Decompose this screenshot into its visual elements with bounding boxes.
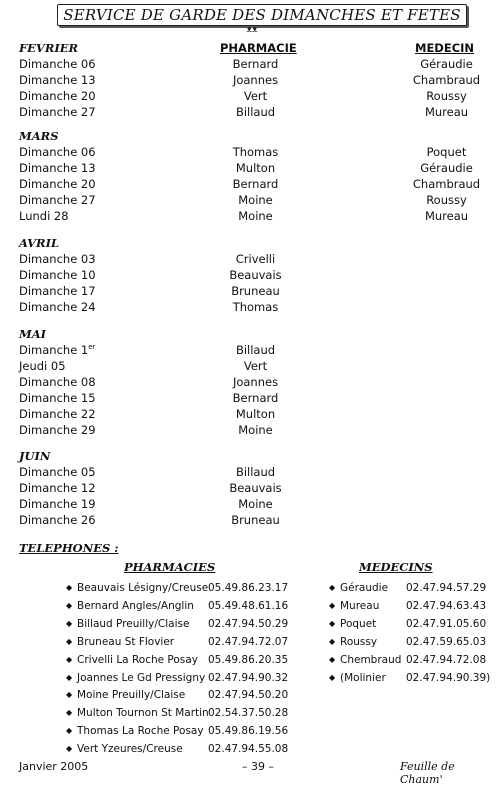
bullet-icon: ◆ — [66, 583, 73, 592]
table-row — [19, 192, 489, 208]
table-row — [19, 144, 489, 160]
contact-phone: 02.47.94.57.29 — [406, 582, 487, 594]
row-pharmacie: Vert — [243, 89, 268, 103]
table-row — [19, 251, 489, 267]
row-pharmacie: Billaud — [235, 343, 276, 357]
row-day — [19, 144, 96, 160]
row-medecin: Chambraud — [412, 73, 481, 87]
table-row — [19, 496, 489, 512]
bullet-icon: ◆ — [329, 672, 336, 682]
contact-phone: 02.47.59.65.03 — [406, 635, 487, 648]
contact-name: Mureau — [340, 599, 380, 612]
bullet-icon: ◆ — [329, 618, 336, 628]
table-row — [19, 464, 489, 480]
list-item — [66, 741, 298, 757]
table-row — [19, 267, 489, 283]
list-item — [329, 634, 496, 650]
row-medecin: Mureau — [424, 209, 469, 223]
table-row — [19, 56, 489, 72]
row-pharmacie: Bernard — [232, 57, 279, 71]
bullet-icon: ◆ — [66, 726, 73, 736]
row-day-text: Dimanche 17 — [19, 284, 96, 298]
row-medecin: Poquet — [426, 145, 467, 159]
row-day-text: Dimanche 26 — [19, 513, 96, 527]
table-row — [19, 88, 489, 104]
contact-name: Beauvais Lésigny/Creuse — [77, 582, 209, 594]
table-row — [19, 104, 489, 120]
bullet-icon: ◆ — [66, 636, 73, 646]
row-pharmacie: Crivelli — [235, 252, 276, 266]
contact-name: Vert Yzeures/Creuse — [77, 743, 183, 756]
row-day — [19, 512, 96, 528]
table-row — [19, 160, 489, 176]
row-pharmacie: Moine — [238, 497, 273, 511]
contact-phone: 02.47.94.72.07 — [208, 635, 289, 648]
row-day-suffix: er — [88, 343, 96, 352]
contact-name: Thomas La Roche Posay — [77, 725, 204, 738]
contact-phone: 02.47.94.50.29 — [208, 617, 289, 630]
contact-name: Bernard Angles/Anglin — [77, 599, 194, 612]
row-day-text: Dimanche 29 — [19, 423, 96, 437]
row-day — [19, 192, 96, 208]
list-item — [329, 670, 496, 686]
contact-phone: 02.47.94.63.43 — [406, 599, 487, 612]
bullet-icon: ◆ — [66, 654, 73, 664]
list-item — [329, 616, 496, 632]
table-row — [19, 374, 489, 390]
month-heading: MAI — [19, 327, 47, 341]
list-item — [66, 634, 298, 650]
row-day — [19, 480, 96, 496]
list-item — [66, 598, 298, 614]
row-day — [19, 406, 96, 422]
table-row — [19, 406, 489, 422]
row-medecin: Géraudie — [420, 161, 473, 175]
contact-phone: 05.49.86.20.35 — [208, 653, 289, 666]
row-day-text: Jeudi 05 — [19, 359, 66, 373]
row-day — [19, 104, 96, 120]
row-day-text: Dimanche 05 — [19, 465, 96, 479]
list-item — [66, 580, 298, 596]
contact-phone: 05.49.48.61.16 — [208, 599, 289, 612]
row-day — [19, 251, 96, 267]
month-heading: FEVRIER — [19, 41, 79, 55]
row-day — [19, 358, 66, 374]
contact-phone: 02.47.94.90.39) — [406, 671, 491, 684]
contact-phone: 02.47.94.90.32 — [208, 671, 289, 684]
table-row — [19, 422, 489, 438]
contact-name: Multon Tournon St Martin — [77, 707, 209, 720]
row-day-text: Dimanche 13 — [19, 161, 96, 175]
row-pharmacie: Moine — [238, 423, 273, 437]
table-row — [19, 283, 489, 299]
row-pharmacie: Billaud — [235, 105, 276, 119]
list-item — [66, 705, 298, 721]
bullet-icon: ◆ — [329, 654, 336, 664]
contact-name: Bruneau St Flovier — [77, 635, 175, 648]
contact-name: Roussy — [340, 635, 378, 648]
table-row — [19, 390, 489, 406]
bullet-icon: ◆ — [329, 583, 336, 592]
row-day — [19, 267, 96, 283]
row-pharmacie: Bernard — [232, 177, 279, 191]
page-title: SERVICE DE GARDE DES DIMANCHES ET FETES — [57, 4, 467, 26]
row-day-text: Dimanche 22 — [19, 407, 96, 421]
list-item — [66, 670, 298, 686]
bullet-icon: ◆ — [66, 672, 73, 682]
row-pharmacie: Bruneau — [231, 284, 280, 298]
row-day-text: Dimanche 27 — [19, 193, 96, 207]
row-pharmacie: Multon — [235, 161, 276, 175]
list-item — [66, 687, 298, 703]
row-day-text: Dimanche 03 — [19, 252, 96, 266]
month-heading: AVRIL — [19, 236, 60, 250]
contact-phone: 02.47.94.50.20 — [208, 689, 289, 702]
month-heading: JUIN — [19, 449, 51, 463]
row-medecin: Roussy — [426, 193, 467, 207]
contact-phone: 02.47.94.72.08 — [406, 653, 487, 666]
row-pharmacie: Bruneau — [231, 513, 280, 527]
table-row — [19, 358, 489, 374]
row-day — [19, 390, 96, 406]
row-day — [19, 72, 96, 88]
row-day-text: Dimanche 19 — [19, 497, 96, 511]
row-pharmacie: Billaud — [235, 465, 276, 479]
row-day — [19, 283, 96, 299]
table-row — [19, 480, 489, 496]
contact-name: Billaud Preuilly/Claise — [77, 617, 190, 630]
row-day — [19, 160, 96, 176]
footer-publication: Feuille de Chaum' — [400, 760, 455, 786]
row-day-text: Dimanche 08 — [19, 375, 96, 389]
row-pharmacie: Beauvais — [229, 481, 282, 495]
table-row — [19, 72, 489, 88]
bullet-icon: ◆ — [66, 744, 73, 754]
contact-name: Chembraud — [340, 653, 402, 666]
footer-date: Janvier 2005 — [19, 760, 89, 773]
row-day — [19, 342, 95, 358]
row-medecin: Chambraud — [412, 177, 481, 191]
contact-name: Poquet — [340, 617, 377, 630]
row-day-text: Dimanche 20 — [19, 89, 96, 103]
row-pharmacie: Beauvais — [229, 268, 282, 282]
medecins-heading: MEDECINS — [359, 560, 433, 574]
row-day — [19, 422, 96, 438]
list-item — [66, 723, 298, 739]
row-day — [19, 496, 96, 512]
row-medecin: Roussy — [426, 89, 467, 103]
row-day-text: Lundi 28 — [19, 209, 69, 223]
table-row — [19, 512, 489, 528]
month-heading: MARS — [19, 129, 59, 143]
row-pharmacie: Moine — [238, 209, 273, 223]
row-day — [19, 464, 96, 480]
ornament-icon: ᴥᴥ — [246, 25, 258, 35]
contact-name: Géraudie — [340, 582, 389, 594]
contact-phone: 05.49.86.23.17 — [208, 582, 289, 594]
row-day — [19, 56, 96, 72]
pharmacies-heading: PHARMACIES — [124, 560, 216, 574]
row-day-text: Dimanche 06 — [19, 57, 96, 71]
row-pharmacie: Thomas — [232, 145, 279, 159]
footer-page-number: – 39 – — [242, 760, 274, 773]
row-day — [19, 208, 69, 224]
list-item — [66, 652, 298, 668]
row-pharmacie: Vert — [243, 359, 268, 373]
contact-phone: 05.49.86.19.56 — [208, 725, 289, 738]
table-row — [19, 299, 489, 315]
contact-phone: 02.47.94.55.08 — [208, 743, 289, 756]
bullet-icon: ◆ — [329, 636, 336, 646]
row-day — [19, 299, 96, 315]
row-pharmacie: Joannes — [232, 375, 279, 389]
table-row — [19, 208, 489, 224]
row-day — [19, 88, 96, 104]
telephones-heading: TELEPHONES : — [19, 541, 119, 555]
row-day — [19, 176, 96, 192]
row-medecin: Mureau — [424, 105, 469, 119]
row-day-text: Dimanche 13 — [19, 73, 96, 87]
contact-phone: 02.54.37.50.28 — [208, 707, 289, 720]
bullet-icon: ◆ — [66, 690, 73, 700]
list-item — [66, 616, 298, 632]
list-item — [329, 580, 496, 596]
table-row — [19, 342, 489, 358]
row-day-text: Dimanche 15 — [19, 391, 96, 405]
contact-name: Joannes Le Gd Pressigny — [77, 671, 206, 684]
contact-name: Moine Preuilly/Claise — [77, 689, 186, 702]
row-pharmacie: Moine — [238, 193, 273, 207]
list-item — [329, 598, 496, 614]
row-day-text: Dimanche 1 — [19, 343, 89, 357]
row-pharmacie: Joannes — [232, 73, 279, 87]
bullet-icon: ◆ — [66, 708, 73, 718]
row-day-text: Dimanche 12 — [19, 481, 96, 495]
row-day-text: Dimanche 27 — [19, 105, 96, 119]
column-header-medecin: MEDECIN — [415, 41, 475, 55]
bullet-icon: ◆ — [66, 618, 73, 628]
column-header-pharmacie: PHARMACIE — [220, 41, 297, 55]
row-day-text: Dimanche 20 — [19, 177, 96, 191]
contact-name: (Molinier — [340, 671, 386, 684]
bullet-icon: ◆ — [329, 600, 336, 610]
row-pharmacie: Thomas — [232, 300, 279, 314]
row-day-text: Dimanche 24 — [19, 300, 96, 314]
list-item — [329, 652, 496, 668]
row-pharmacie: Multon — [235, 407, 276, 421]
row-medecin: Géraudie — [420, 57, 473, 71]
row-day-text: Dimanche 10 — [19, 268, 96, 282]
contact-phone: 02.47.91.05.60 — [406, 617, 487, 630]
row-day — [19, 374, 96, 390]
table-row — [19, 176, 489, 192]
contact-name: Crivelli La Roche Posay — [77, 653, 198, 666]
row-day-text: Dimanche 06 — [19, 145, 96, 159]
bullet-icon: ◆ — [66, 600, 73, 610]
row-pharmacie: Bernard — [232, 391, 279, 405]
